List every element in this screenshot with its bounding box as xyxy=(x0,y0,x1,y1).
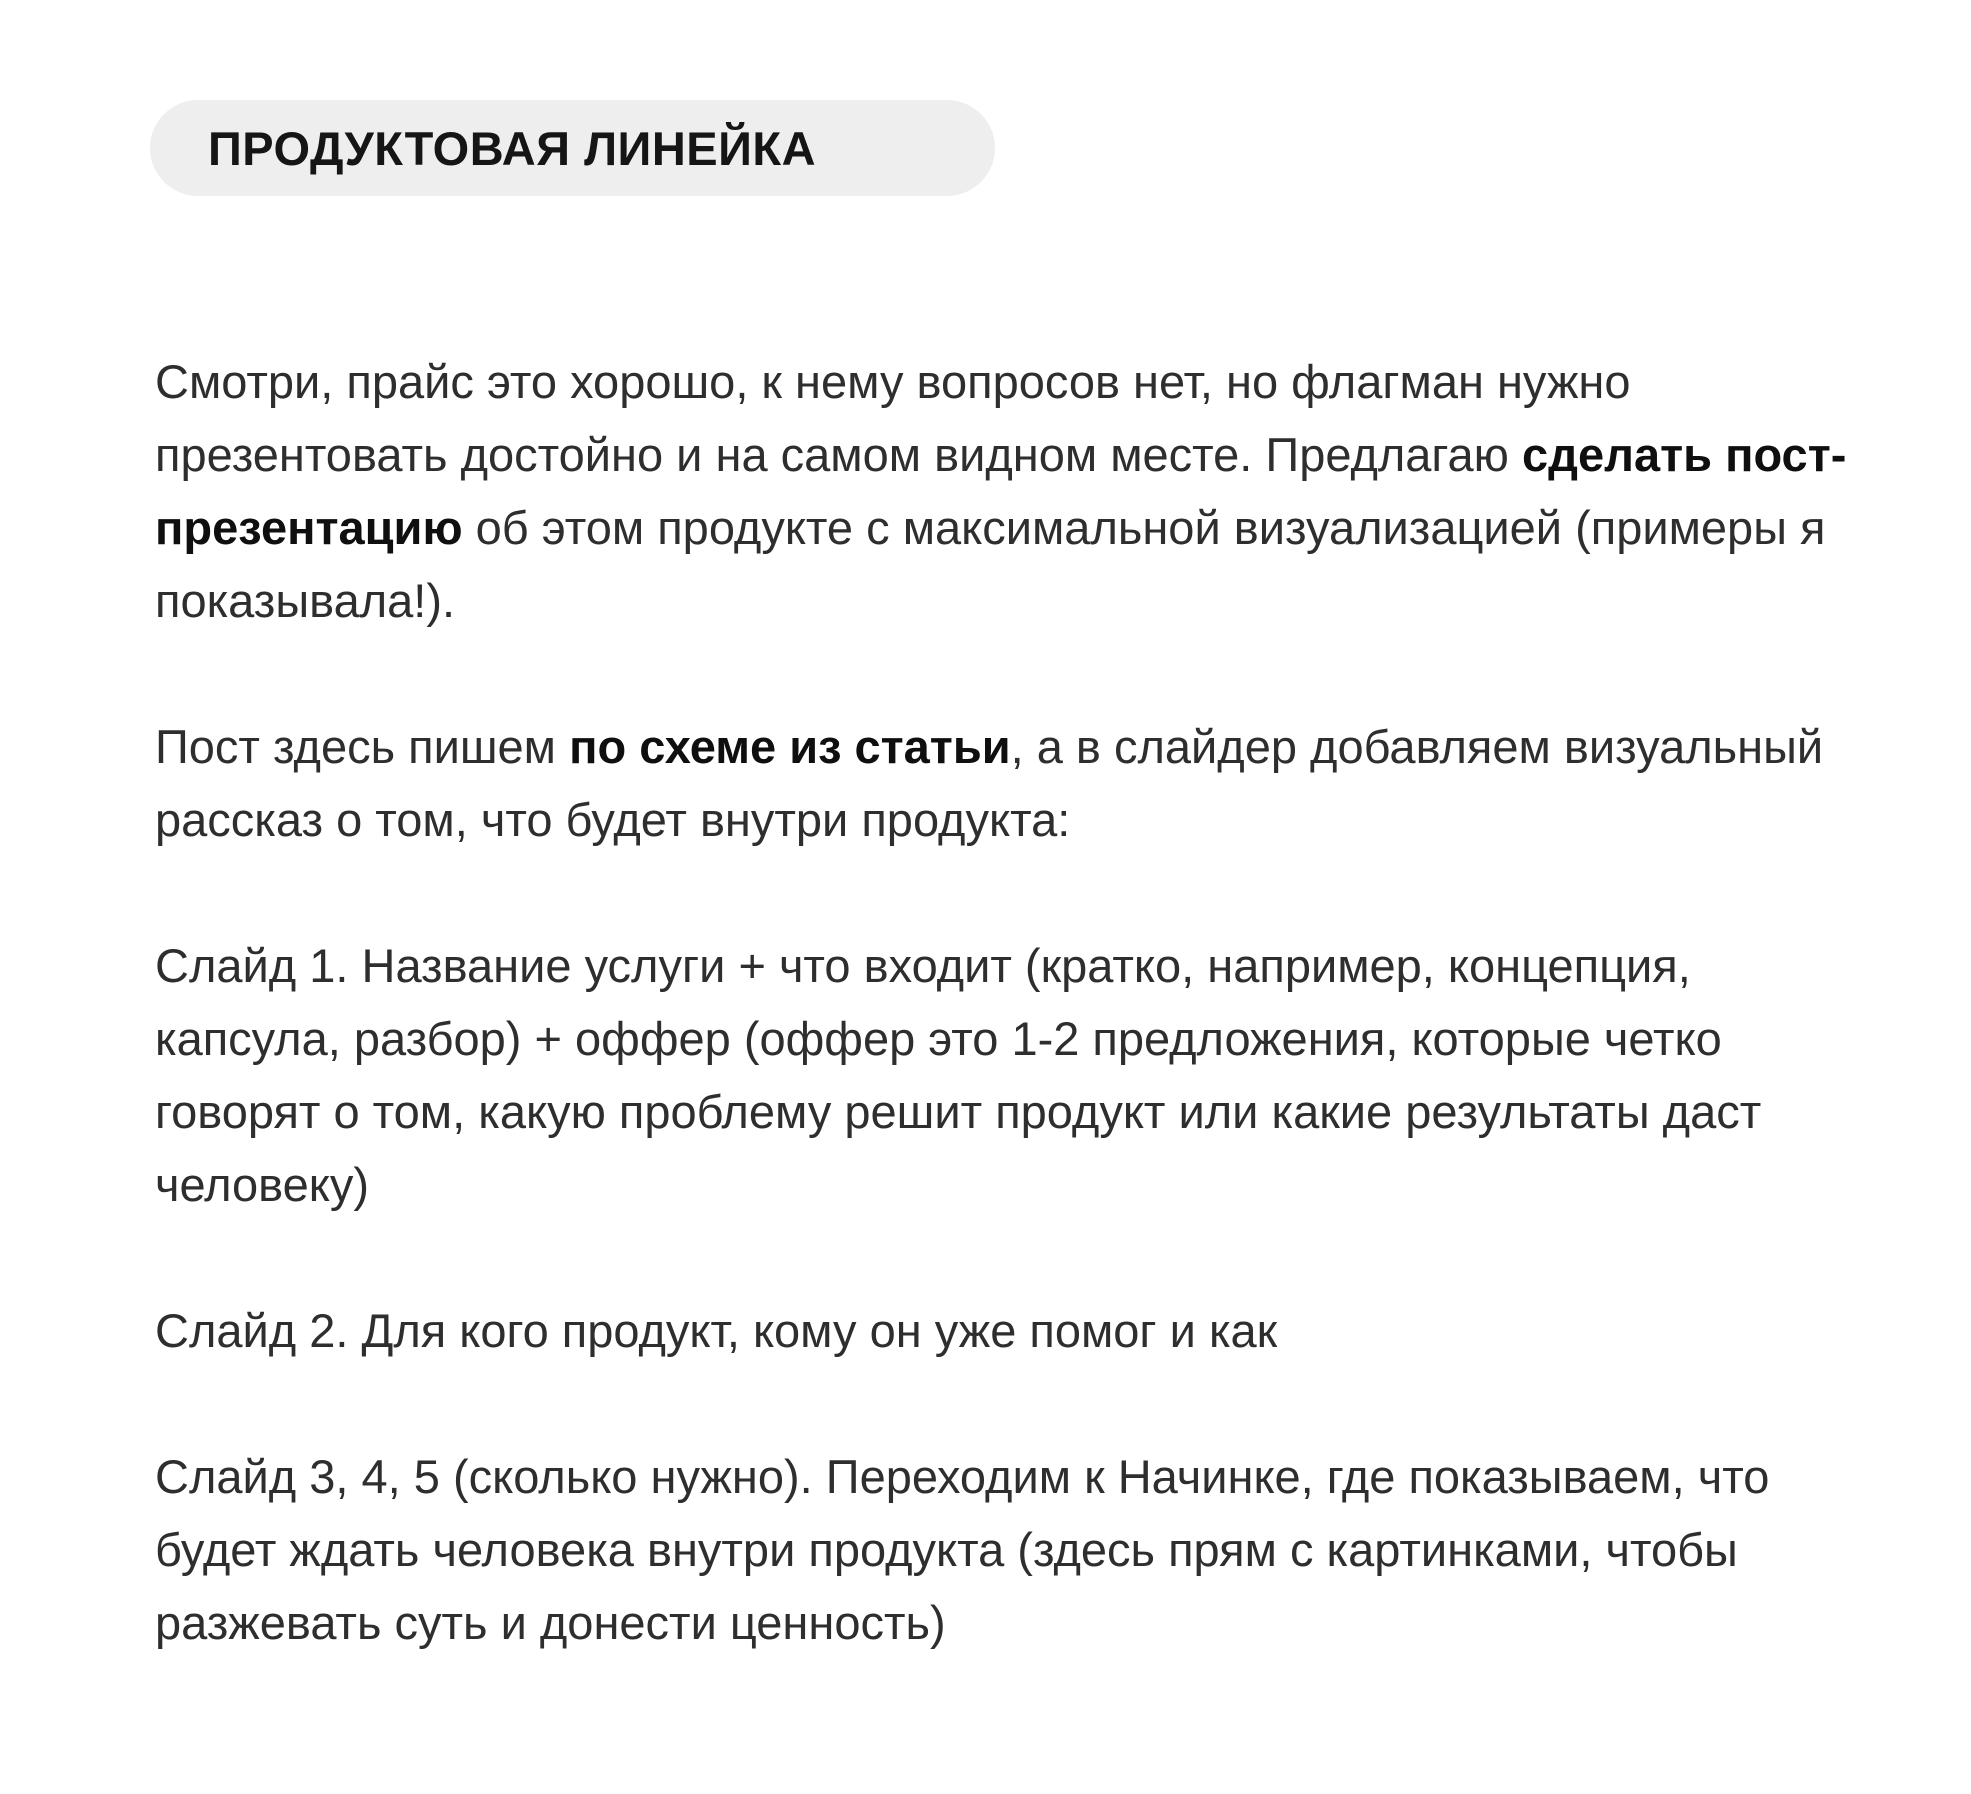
paragraph-post xyxy=(155,710,1875,856)
paragraph-slide-1: Слайд 1. Название услуги + что входит (кратко, например, концепция, капсула, разбор) + оффер (оффер это 1-2 предложения, которые четко говорят о том, какую проблему решит продукт или какие результаты даст человеку) xyxy=(155,939,1762,1211)
paragraph-post-emphasis: по схеме из статьи xyxy=(569,720,1011,773)
paragraph-slide-3-5: Слайд 3, 4, 5 (сколько нужно). Переходим к Начинке, где показываем, что будет ждать человека внутри продукта (здесь прям с картинками, чтобы разжевать суть и донести ценность) xyxy=(155,1450,1770,1649)
paragraph-slide-2: Слайд 2. Для кого продукт, кому он уже помог и как xyxy=(155,1304,1278,1357)
section-title-pill xyxy=(150,100,995,196)
paragraph-intro-emphasis: сделать пост-презентацию xyxy=(155,428,1847,554)
body-text xyxy=(155,345,1875,1659)
paragraph-intro-text-after: об этом продукте с максимальной визуализацией (примеры я показывала!). xyxy=(155,501,1826,627)
paragraph-post-text-after: , а в слайдер добавляем визуальный рассказ о том, что будет внутри продукта: xyxy=(155,720,1824,846)
paragraph-post-text-before: Пост здесь пишем xyxy=(155,720,570,773)
paragraph-intro xyxy=(155,345,1875,637)
paragraph-intro-text-before: Смотри, прайс это хорошо, к нему вопросов нет, но флагман нужно презентовать достойно и на самом видном месте. Предлагаю xyxy=(155,355,1631,481)
section-title: ПРОДУКТОВАЯ ЛИНЕЙКА xyxy=(208,121,817,175)
